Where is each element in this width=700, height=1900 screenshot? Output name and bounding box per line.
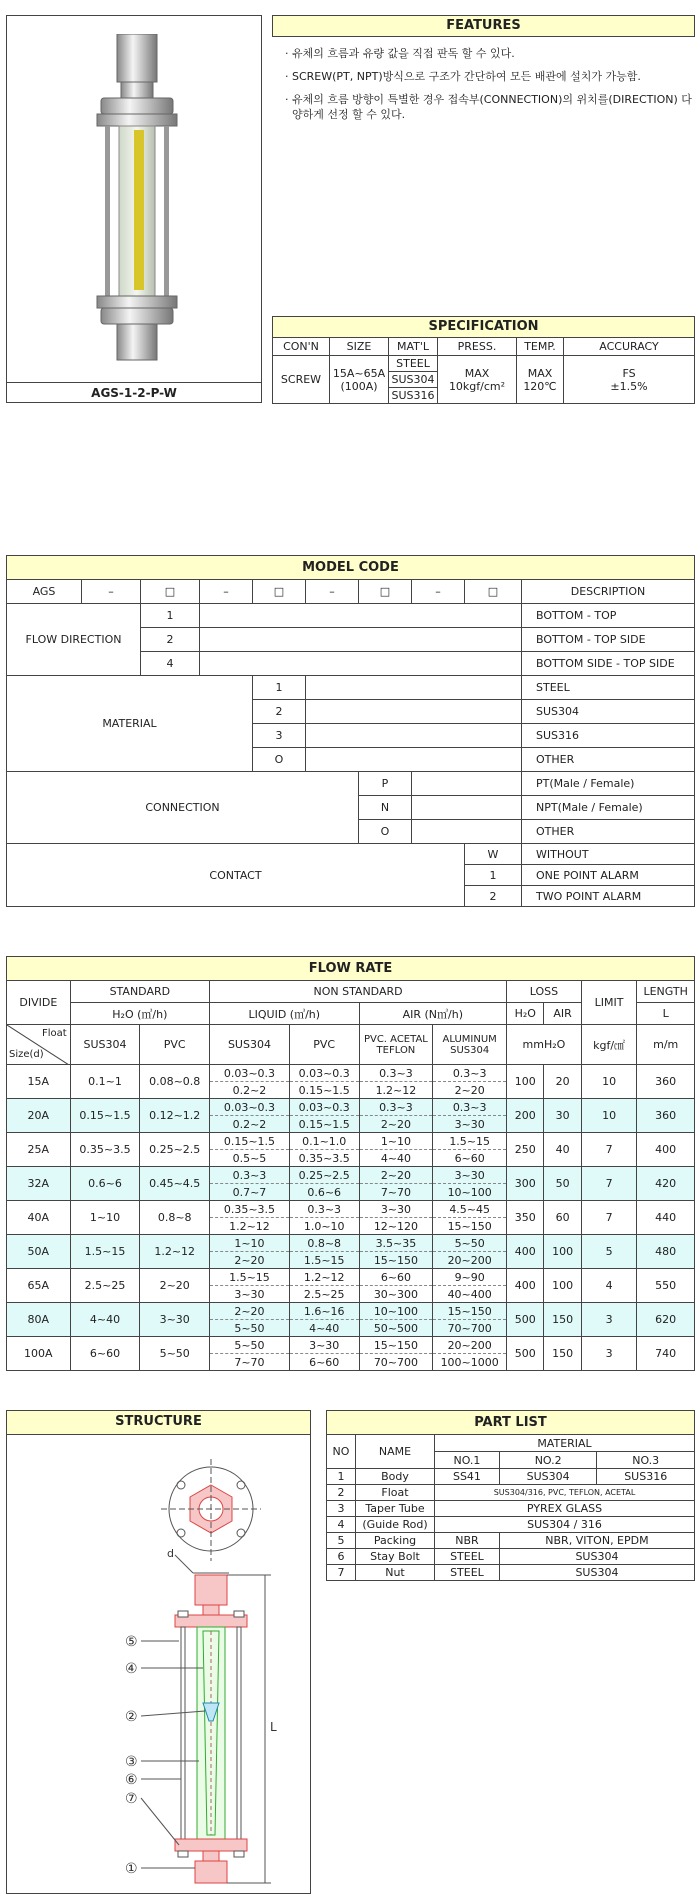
model-code-box: □ (253, 580, 306, 604)
spec-size: 15A~65A (100A) (330, 356, 389, 404)
flow-cell: 2~20 (433, 1082, 507, 1099)
flow-cell: 1.2~12 (210, 1218, 290, 1235)
model-code: 4 (141, 652, 200, 676)
flow-cell: 5~50 (210, 1320, 290, 1337)
flow-cell: 3 (581, 1303, 637, 1337)
flow-cell: 0.15~1.5 (210, 1133, 290, 1150)
table-row (327, 1485, 695, 1501)
flow-cell: 50~500 (359, 1320, 433, 1337)
flow-cell: 0.03~0.3 (210, 1099, 290, 1116)
part-cell: STEEL (435, 1565, 500, 1581)
flow-cell: 1.2~12 (140, 1235, 210, 1269)
flow-cell: 100 (544, 1269, 581, 1303)
flow-cell: 3~30 (359, 1201, 433, 1218)
table-row (327, 1565, 695, 1581)
flow-cell: 5~50 (210, 1337, 290, 1354)
flow-cell: 32A (7, 1167, 71, 1201)
flow-cell: 40 (544, 1133, 581, 1167)
model-code-box: □ (465, 580, 522, 604)
part-cell: 2 (327, 1485, 356, 1501)
flow-cell: 0.35~3.5 (70, 1133, 140, 1167)
part-cell: SUS304 / 316 (435, 1517, 695, 1533)
flow-cell: 4~40 (70, 1303, 140, 1337)
flow-rate-title: FLOW RATE (7, 957, 695, 981)
spec-conn: SCREW (273, 356, 330, 404)
model-code: 1 (253, 676, 306, 700)
flow-cell: 10~100 (433, 1184, 507, 1201)
callout-3: ③ (125, 1754, 138, 1770)
flow-cell: 4~40 (289, 1320, 359, 1337)
flow-cell: 0.8~8 (140, 1201, 210, 1235)
material-label: MATERIAL (7, 676, 253, 772)
flow-cell: 50A (7, 1235, 71, 1269)
part-cell: SUS304 (499, 1549, 694, 1565)
flow-cell: 500 (507, 1337, 544, 1371)
model-code: 1 (465, 865, 522, 886)
model-code-desc: ONE POINT ALARM (522, 865, 695, 886)
col-h2o: H₂O (㎥/h) (70, 1003, 209, 1025)
flow-cell: 3~30 (433, 1167, 507, 1184)
flow-cell: 30~300 (359, 1286, 433, 1303)
flow-cell: 400 (637, 1133, 695, 1167)
features-title: FEATURES (272, 15, 695, 37)
flow-cell: 6~60 (70, 1337, 140, 1371)
flow-cell: 1~10 (359, 1133, 433, 1150)
part-list-table (326, 1410, 695, 1581)
flow-cell: 1.6~16 (289, 1303, 359, 1320)
float-size-corner: Float Size(d) (7, 1025, 71, 1065)
flow-cell: 420 (637, 1167, 695, 1201)
model-code-box: □ (359, 580, 412, 604)
flowmeter-photo (87, 34, 187, 364)
flow-cell: 80A (7, 1303, 71, 1337)
flow-cell: 10~100 (359, 1303, 433, 1320)
model-code-desc: BOTTOM - TOP (522, 604, 695, 628)
model-code: W (465, 844, 522, 865)
table-row (327, 1517, 695, 1533)
table-row (327, 1501, 695, 1517)
callout-7: ⑦ (125, 1791, 138, 1807)
table-row (327, 1533, 695, 1549)
flow-cell: 9~90 (433, 1269, 507, 1286)
flow-cell: 2~20 (210, 1252, 290, 1269)
flow-cell: 3~30 (210, 1286, 290, 1303)
flow-cell: 5~50 (433, 1235, 507, 1252)
flow-cell: 2~20 (140, 1269, 210, 1303)
flow-cell: 1.2~12 (289, 1269, 359, 1286)
model-code: 2 (465, 886, 522, 907)
spec-header: PRESS. (438, 338, 517, 356)
flow-cell: 4~40 (359, 1150, 433, 1167)
flow-cell: 0.12~1.2 (140, 1099, 210, 1133)
flow-cell: 15~150 (433, 1218, 507, 1235)
flow-cell: 1.2~12 (359, 1082, 433, 1099)
flow-cell: 0.5~5 (210, 1150, 290, 1167)
part-col-no2: NO.2 (499, 1452, 597, 1469)
col-length: LENGTH (637, 981, 695, 1003)
flow-cell: 70~700 (359, 1354, 433, 1371)
part-cell: NBR, VITON, EPDM (499, 1533, 694, 1549)
part-cell: SUS304 (499, 1565, 694, 1581)
flow-cell: 0.1~1.0 (289, 1133, 359, 1150)
flow-cell: 12~120 (359, 1218, 433, 1235)
flow-cell: 25A (7, 1133, 71, 1167)
part-cell: NBR (435, 1533, 500, 1549)
table-row (7, 1065, 695, 1082)
flow-cell: 1.5~15 (289, 1252, 359, 1269)
dim-L-label: L (270, 1720, 277, 1734)
col-limit: LIMIT (581, 981, 637, 1025)
part-cell: 7 (327, 1565, 356, 1581)
callout-4: ④ (125, 1661, 138, 1677)
model-code-desc: OTHER (522, 748, 695, 772)
part-cell: Nut (356, 1565, 435, 1581)
flow-cell: 10 (581, 1099, 637, 1133)
flow-cell: 20 (544, 1065, 581, 1099)
flow-cell: 20A (7, 1099, 71, 1133)
table-row (327, 1469, 695, 1485)
features-list (276, 46, 700, 130)
model-code-dash: – (200, 580, 253, 604)
model-code-desc: STEEL (522, 676, 695, 700)
flow-cell: 440 (637, 1201, 695, 1235)
part-cell: 6 (327, 1549, 356, 1565)
flow-cell: 150 (544, 1303, 581, 1337)
part-list-title: PART LIST (327, 1411, 695, 1435)
flow-cell: 0.45~4.5 (140, 1167, 210, 1201)
part-cell: Stay Bolt (356, 1549, 435, 1565)
flow-cell: 0.2~2 (210, 1116, 290, 1133)
part-cell: 1 (327, 1469, 356, 1485)
flow-cell: 2~20 (359, 1167, 433, 1184)
flow-cell: 0.35~3.5 (210, 1201, 290, 1218)
flow-cell: 30 (544, 1099, 581, 1133)
part-col-name: NAME (356, 1435, 435, 1469)
contact-label: CONTACT (7, 844, 465, 907)
model-code: P (359, 772, 412, 796)
structure-title: STRUCTURE (7, 1411, 310, 1435)
specification-title: SPECIFICATION (272, 316, 695, 338)
spec-header: ACCURACY (564, 338, 695, 356)
part-cell: Float (356, 1485, 435, 1501)
flow-cell: 20~200 (433, 1252, 507, 1269)
flow-cell: 3 (581, 1337, 637, 1371)
part-cell: Body (356, 1469, 435, 1485)
col-liquid: LIQUID (㎥/h) (210, 1003, 360, 1025)
col-loss: LOSS (507, 981, 582, 1003)
flow-cell: 1.5~15 (210, 1269, 290, 1286)
flow-cell: 2~20 (210, 1303, 290, 1320)
flow-cell: 50 (544, 1167, 581, 1201)
col-loss-h2o: H₂O (507, 1003, 544, 1025)
callout-5: ⑤ (125, 1634, 138, 1650)
part-cell: STEEL (435, 1549, 500, 1565)
flow-cell: 0.03~0.3 (210, 1065, 290, 1082)
spec-header: TEMP. (517, 338, 564, 356)
flow-cell: 400 (507, 1269, 544, 1303)
col-air-acetal: PVC. ACETAL TEFLON (359, 1025, 433, 1065)
part-col-no3: NO.3 (597, 1452, 695, 1469)
table-row (7, 1269, 695, 1286)
flow-cell: 7 (581, 1133, 637, 1167)
flow-cell: 0.15~1.5 (70, 1099, 140, 1133)
structure-panel (6, 1410, 311, 1894)
flow-cell: 550 (637, 1269, 695, 1303)
product-caption-bar: AGS-1-2-P-W (7, 382, 261, 403)
flow-cell: 0.6~6 (289, 1184, 359, 1201)
model-code-desc: SUS304 (522, 700, 695, 724)
product-panel (6, 15, 262, 403)
part-cell: SS41 (435, 1469, 500, 1485)
flow-direction-label: FLOW DIRECTION (7, 604, 141, 676)
flow-cell: 0.25~2.5 (289, 1167, 359, 1184)
flow-cell: 7 (581, 1201, 637, 1235)
flow-cell: 15A (7, 1065, 71, 1099)
callout-2: ② (125, 1709, 138, 1725)
col-air-alum: ALUMINUM SUS304 (433, 1025, 507, 1065)
callout-1: ① (125, 1861, 138, 1877)
flow-cell: 3.5~35 (359, 1235, 433, 1252)
flow-cell: 60 (544, 1201, 581, 1235)
flow-cell: 0.3~3 (433, 1065, 507, 1082)
flow-cell: 0.25~2.5 (140, 1133, 210, 1167)
flow-cell: 4 (581, 1269, 637, 1303)
flow-cell: 150 (544, 1337, 581, 1371)
part-cell: Packing (356, 1533, 435, 1549)
flow-cell: 0.8~8 (289, 1235, 359, 1252)
spec-press: MAX 10kgf/cm² (438, 356, 517, 404)
part-cell: 4 (327, 1517, 356, 1533)
flow-cell: 740 (637, 1337, 695, 1371)
flow-cell: 15~150 (359, 1252, 433, 1269)
flow-cell: 0.3~3 (433, 1099, 507, 1116)
model-code-dash: – (306, 580, 359, 604)
table-row (7, 1099, 695, 1116)
flow-cell: 7~70 (359, 1184, 433, 1201)
flow-cell: 100A (7, 1337, 71, 1371)
model-code-prefix: AGS (7, 580, 82, 604)
model-code-desc: BOTTOM SIDE - TOP SIDE (522, 652, 695, 676)
col-divide: DIVIDE (7, 981, 71, 1025)
model-code-desc: PT(Male / Female) (522, 772, 695, 796)
table-row (327, 1549, 695, 1565)
col-mm: m/m (637, 1025, 695, 1065)
flow-cell: 0.3~3 (210, 1167, 290, 1184)
model-code: 2 (141, 628, 200, 652)
spec-material: SUS316 (389, 388, 438, 404)
flow-cell: 0.3~3 (289, 1201, 359, 1218)
flow-cell: 0.3~3 (359, 1065, 433, 1082)
flow-cell: 0.03~0.3 (289, 1099, 359, 1116)
flow-cell: 6~60 (433, 1150, 507, 1167)
model-code: O (253, 748, 306, 772)
col-mmh2o: mmH₂O (507, 1025, 582, 1065)
model-code-description-header: DESCRIPTION (522, 580, 695, 604)
flow-cell: 500 (507, 1303, 544, 1337)
table-row (7, 1133, 695, 1150)
flow-cell: 360 (637, 1065, 695, 1099)
flow-cell: 250 (507, 1133, 544, 1167)
flow-cell: 7~70 (210, 1354, 290, 1371)
specification-table (272, 337, 695, 404)
flow-cell: 1~10 (70, 1201, 140, 1235)
part-cell: SUS304/316, PVC, TEFLON, ACETAL (435, 1485, 695, 1501)
model-code-desc: TWO POINT ALARM (522, 886, 695, 907)
col-kgf: kgf/㎠ (581, 1025, 637, 1065)
flow-cell: 15~150 (433, 1303, 507, 1320)
flow-cell: 40~400 (433, 1286, 507, 1303)
flow-cell: 0.15~1.5 (289, 1082, 359, 1099)
flow-cell: 7 (581, 1167, 637, 1201)
part-cell: PYREX GLASS (435, 1501, 695, 1517)
flow-cell: 20~200 (433, 1337, 507, 1354)
flow-cell: 10 (581, 1065, 637, 1099)
flow-cell: 100 (544, 1235, 581, 1269)
part-col-material: MATERIAL (435, 1435, 695, 1452)
model-code-desc: BOTTOM - TOP SIDE (522, 628, 695, 652)
model-code-dash: – (82, 580, 141, 604)
flow-cell: 100 (507, 1065, 544, 1099)
spec-header: CON'N (273, 338, 330, 356)
flow-cell: 15~150 (359, 1337, 433, 1354)
flow-cell: 6~60 (359, 1269, 433, 1286)
flow-cell: 360 (637, 1099, 695, 1133)
flow-cell: 1.5~15 (433, 1133, 507, 1150)
flow-cell: 3~30 (433, 1116, 507, 1133)
col-standard: STANDARD (70, 981, 209, 1003)
flow-cell: 5~50 (140, 1337, 210, 1371)
model-code-title: MODEL CODE (7, 556, 695, 580)
flow-cell: 1.0~10 (289, 1218, 359, 1235)
spec-temp: MAX 120℃ (517, 356, 564, 404)
table-row (7, 1201, 695, 1218)
col-liq-sus304: SUS304 (210, 1025, 290, 1065)
callout-6: ⑥ (125, 1772, 138, 1788)
flow-cell: 400 (507, 1235, 544, 1269)
flow-cell: 2.5~25 (70, 1269, 140, 1303)
spec-header: MAT'L (389, 338, 438, 356)
part-cell: SUS304 (499, 1469, 597, 1485)
col-loss-air: AIR (544, 1003, 581, 1025)
spec-accuracy: FS ±1.5% (564, 356, 695, 404)
dim-d-label: d (167, 1547, 174, 1560)
part-cell: (Guide Rod) (356, 1517, 435, 1533)
flow-cell: 300 (507, 1167, 544, 1201)
connection-label: CONNECTION (7, 772, 359, 844)
flow-rate-table (6, 956, 695, 1371)
flow-cell: 40A (7, 1201, 71, 1235)
flow-cell: 2.5~25 (289, 1286, 359, 1303)
flow-cell: 70~700 (433, 1320, 507, 1337)
part-col-no: NO (327, 1435, 356, 1469)
flow-cell: 3~30 (140, 1303, 210, 1337)
spec-material: SUS304 (389, 372, 438, 388)
table-row (7, 1235, 695, 1252)
part-col-no1: NO.1 (435, 1452, 500, 1469)
part-cell: 3 (327, 1501, 356, 1517)
col-L: L (637, 1003, 695, 1025)
model-code: N (359, 796, 412, 820)
feature-item: · 유체의 흐름 방향이 특별한 경우 접속부(CONNECTION)의 위치를(DIRECTION) 다양하게 선정 할 수 있다. (292, 92, 700, 122)
flow-cell: 0.1~1 (70, 1065, 140, 1099)
flow-cell: 0.3~3 (359, 1099, 433, 1116)
col-std-sus304: SUS304 (70, 1025, 140, 1065)
table-row (7, 1303, 695, 1320)
model-code-desc: OTHER (522, 820, 695, 844)
spec-material: STEEL (389, 356, 438, 372)
table-row (7, 1167, 695, 1184)
part-cell: Taper Tube (356, 1501, 435, 1517)
col-liq-pvc: PVC (289, 1025, 359, 1065)
flow-cell: 0.2~2 (210, 1082, 290, 1099)
model-code-dash: – (412, 580, 465, 604)
flow-cell: 200 (507, 1099, 544, 1133)
model-code-desc: WITHOUT (522, 844, 695, 865)
flow-cell: 4.5~45 (433, 1201, 507, 1218)
flow-cell: 0.6~6 (70, 1167, 140, 1201)
flow-cell: 65A (7, 1269, 71, 1303)
model-code-table (6, 555, 695, 907)
model-code: O (359, 820, 412, 844)
flow-cell: 350 (507, 1201, 544, 1235)
flow-cell: 6~60 (289, 1354, 359, 1371)
structure-drawing (7, 1435, 310, 1891)
model-code: 2 (253, 700, 306, 724)
flow-cell: 1.5~15 (70, 1235, 140, 1269)
spec-header: SIZE (330, 338, 389, 356)
flow-cell: 620 (637, 1303, 695, 1337)
part-cell: SUS316 (597, 1469, 695, 1485)
flow-cell: 0.03~0.3 (289, 1065, 359, 1082)
flow-cell: 0.08~0.8 (140, 1065, 210, 1099)
flow-cell: 0.15~1.5 (289, 1116, 359, 1133)
model-code: 1 (141, 604, 200, 628)
flow-cell: 2~20 (359, 1116, 433, 1133)
flow-cell: 5 (581, 1235, 637, 1269)
part-cell: 5 (327, 1533, 356, 1549)
feature-item: · 유체의 흐름과 유량 값을 직접 판독 할 수 있다. (292, 46, 700, 61)
col-non-standard: NON STANDARD (210, 981, 507, 1003)
flow-cell: 0.35~3.5 (289, 1150, 359, 1167)
model-code: 3 (253, 724, 306, 748)
model-code-desc: NPT(Male / Female) (522, 796, 695, 820)
col-air: AIR (N㎥/h) (359, 1003, 507, 1025)
col-std-pvc: PVC (140, 1025, 210, 1065)
flow-cell: 100~1000 (433, 1354, 507, 1371)
table-row (7, 1337, 695, 1354)
flow-cell: 0.7~7 (210, 1184, 290, 1201)
flow-cell: 3~30 (289, 1337, 359, 1354)
feature-item: · SCREW(PT, NPT)방식으로 구조가 간단하여 모든 배관에 설치가 가능함. (292, 69, 700, 84)
flow-cell: 480 (637, 1235, 695, 1269)
model-code-box: □ (141, 580, 200, 604)
model-code-desc: SUS316 (522, 724, 695, 748)
flow-cell: 1~10 (210, 1235, 290, 1252)
